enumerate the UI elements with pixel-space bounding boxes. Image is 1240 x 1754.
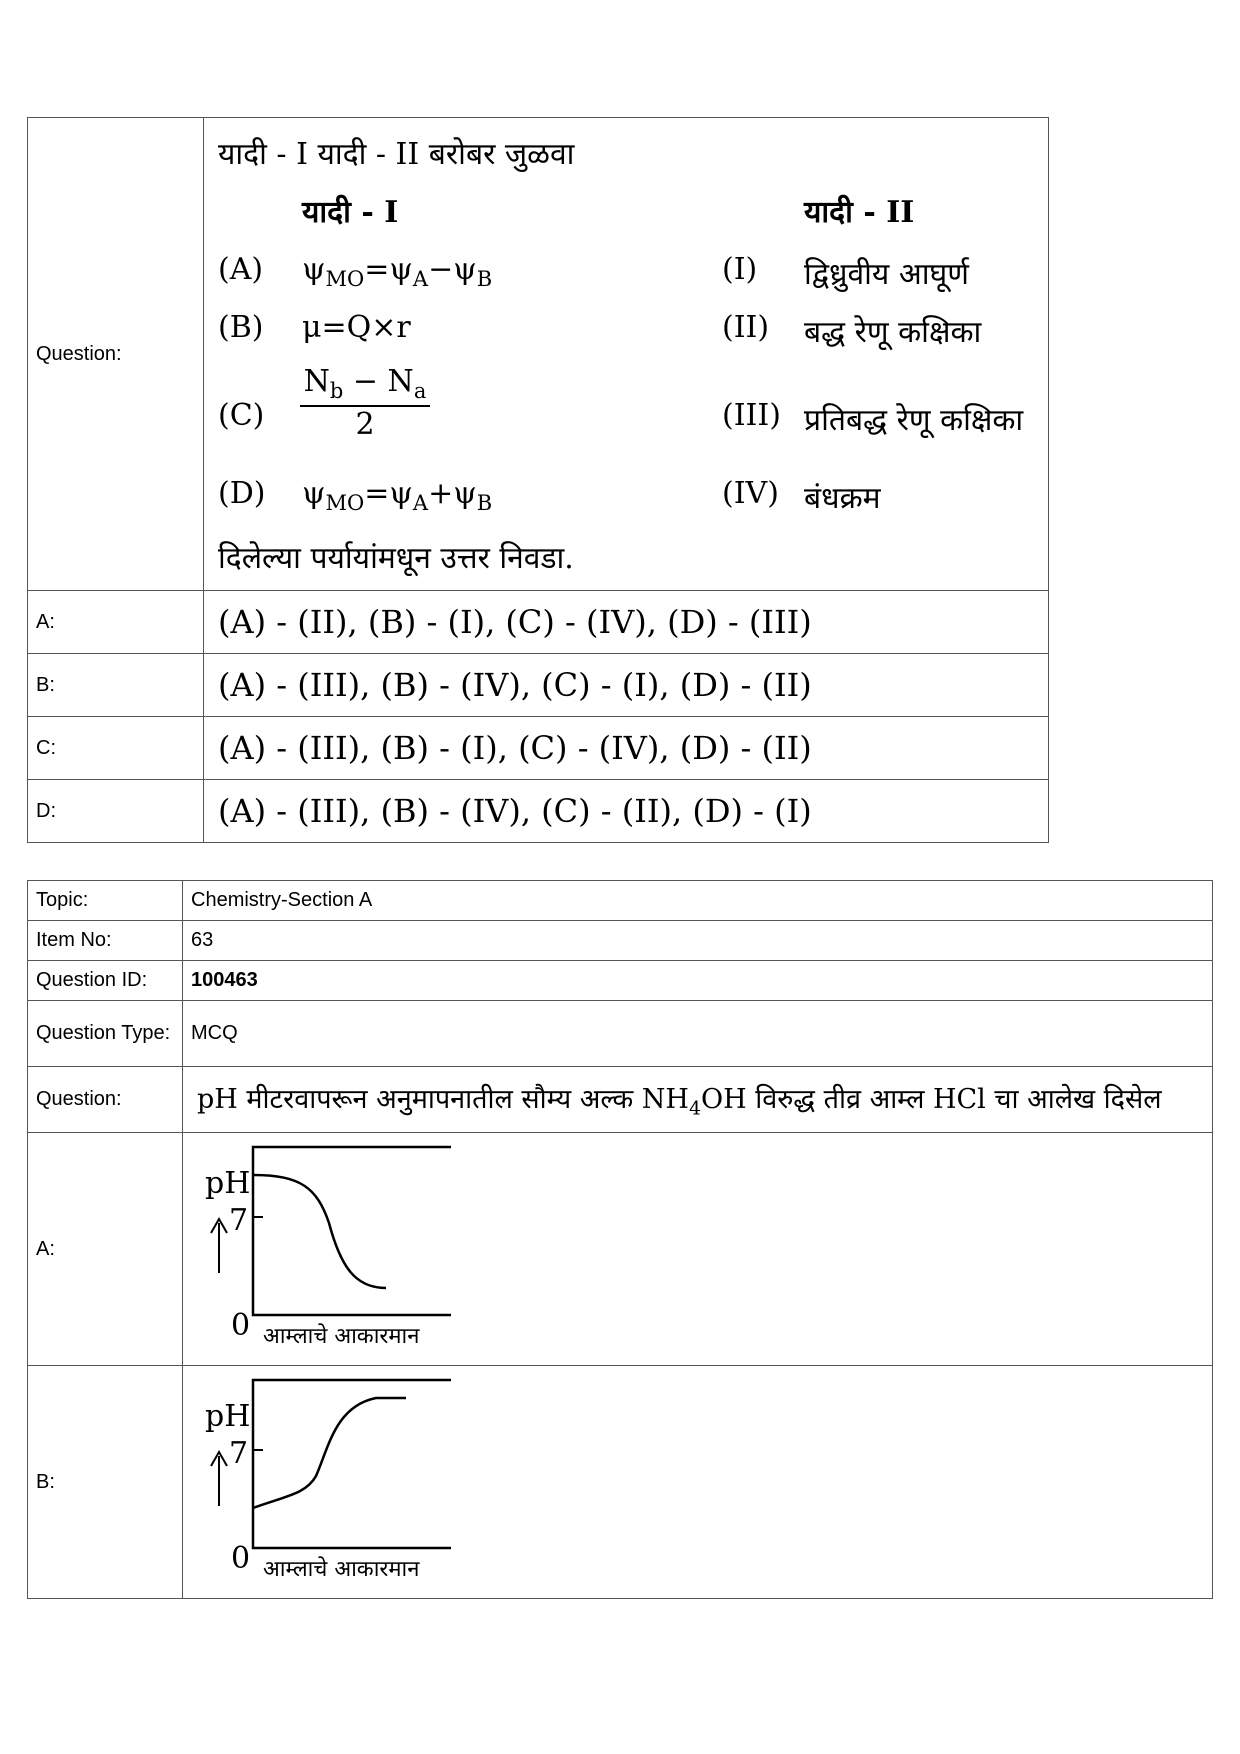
- graph-option-label-a: A:: [28, 1133, 183, 1366]
- item-math-d: $\psi_{MO}=\psi_A+\psi_B$: [302, 476, 493, 515]
- graph-option-label-b: B:: [28, 1366, 183, 1599]
- question-text-2: pH मीटरवापरून अनुमापनातील सौम्य अल्क $NH_4OH$ विरुद्ध तीव्र आम्ल HCl चा आलेख दिसेल: [183, 1067, 1213, 1133]
- option-label-d: D:: [28, 780, 204, 843]
- tick-label-7: 7: [229, 1436, 249, 1471]
- question-id-value: 100463: [183, 961, 1213, 1001]
- item-math-a: $\psi_{MO}=\psi_A-\psi_B$: [302, 252, 493, 291]
- x-axis-label: आम्लाचे आकारमान: [263, 1557, 420, 1582]
- question-type-label: Question Type:: [28, 1001, 183, 1067]
- graph-option-a: [183, 1133, 1213, 1366]
- item-key-a: (A): [218, 252, 264, 287]
- list2-heading: यादी - II: [804, 195, 915, 230]
- question-label-2: Question:: [28, 1067, 183, 1133]
- item-math-c: $N_b - N_a$ 2: [300, 364, 430, 442]
- question-type-value: MCQ: [183, 1001, 1213, 1067]
- titration-curve-increasing: [253, 1398, 406, 1508]
- option-text-a: (A) - (II), (B) - (I), (C) - (IV), (D) - (III): [204, 591, 1049, 654]
- item-key-b: (B): [218, 310, 264, 345]
- item-key-c: (C): [218, 398, 265, 433]
- option-text-b: (A) - (III), (B) - (IV), (C) - (I), (D) - (II): [204, 654, 1049, 717]
- question-title: यादी - I यादी - II बरोबर जुळवा: [218, 137, 575, 172]
- item-no-value: 63: [183, 921, 1213, 961]
- item-num-3: (III): [722, 398, 781, 433]
- graph-option-b: [183, 1366, 1213, 1599]
- option-label-b: B:: [28, 654, 204, 717]
- ph-graph-a: [191, 1133, 451, 1365]
- item-text-3: प्रतिबद्ध रेणू कक्षिका: [804, 403, 1024, 438]
- y-axis-label: pH: [205, 1399, 251, 1434]
- item-no-label: Item No:: [28, 921, 183, 961]
- option-text-d: (A) - (III), (B) - (IV), (C) - (II), (D) - (I): [204, 780, 1049, 843]
- option-text-c: (A) - (III), (B) - (I), (C) - (IV), (D) - (II): [204, 717, 1049, 780]
- item-math-b: μ=Q×r: [302, 310, 411, 345]
- question-body: [204, 118, 1049, 591]
- topic-value: Chemistry-Section A: [183, 881, 1213, 921]
- item-text-1: द्विध्रुवीय आघूर्ण: [804, 257, 969, 292]
- item-num-2: (II): [722, 310, 770, 345]
- y-axis-label: pH: [205, 1166, 251, 1201]
- origin-label: 0: [231, 1541, 251, 1576]
- question-instruction: दिलेल्या पर्यायांमधून उत्तर निवडा.: [218, 541, 574, 576]
- titration-curve-decreasing: [253, 1175, 386, 1288]
- question-id-label: Question ID:: [28, 961, 183, 1001]
- x-axis-label: आम्लाचे आकारमान: [263, 1324, 420, 1349]
- option-label-c: C:: [28, 717, 204, 780]
- list1-heading: यादी - I: [302, 195, 399, 230]
- graph-frame: [253, 1147, 451, 1315]
- option-label-a: A:: [28, 591, 204, 654]
- tick-label-7: 7: [229, 1203, 249, 1238]
- origin-label: 0: [231, 1308, 251, 1343]
- question-table-2: [27, 880, 1213, 1599]
- item-text-2: बद्ध रेणू कक्षिका: [804, 315, 982, 350]
- item-num-4: (IV): [722, 476, 779, 511]
- question-label: Question:: [28, 118, 204, 591]
- topic-label: Topic:: [28, 881, 183, 921]
- item-text-4: बंधक्रम: [804, 481, 881, 516]
- item-num-1: (I): [722, 252, 758, 287]
- graph-frame: [253, 1380, 451, 1548]
- question-table-1: [27, 117, 1049, 843]
- item-key-d: (D): [218, 476, 266, 511]
- ph-graph-b: [191, 1366, 451, 1598]
